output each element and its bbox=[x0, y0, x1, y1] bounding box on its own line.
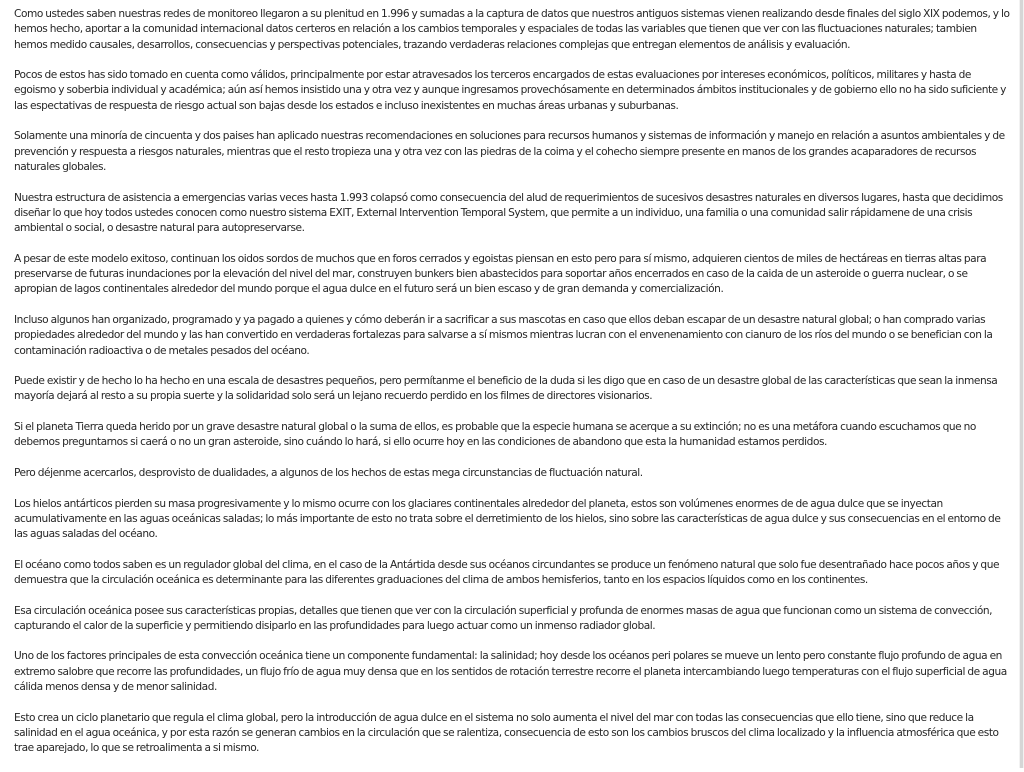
paragraph-4: Nuestra estructura de asistencia a emergencias varias veces hasta 1.993 colapsó como consecuencia del alud de requerimientos de sucesivos desastres naturales en diversos lugares, hasta que decidimos diseñar lo que hoy todos ustedes conocen como nuestro sistema EXIT, External Intervention Temporal System, que permite a un individuo, una familia o una comunidad salir rápidamene de una crisis ambiental o social, o desastre natural para autopreservarse. bbox=[14, 191, 1003, 235]
paragraph-13: Uno de los factores principales de esta convección oceánica tiene un componente fundamental: la salinidad; hoy desde los océanos peri polares se mueve un lento pero constante flujo profundo de agua en extremo salobre que recorre las profundidades, un flujo frío de agua muy densa que en los sentidos de rotación terrestre recorre el planeta intercambiando luego temperaturas con el flujo superficial de agua cálida menos densa y de menor salinidad. bbox=[14, 650, 1007, 694]
paragraph-6: Incluso algunos han organizado, programado y ya pagado a quienes y cómo deberán ir a sacrificar a sus mascotas en caso que ellos deban escapar de un desastre natural global; o han comprado varias propiedades alrededor del mundo y las han convertido en verdaderas fortalezas para salvarse a sí mismos mientras lucran con el envenenamiento con cianuro de los ríos del mundo o se benefician con la contaminación radioactiva o de metales pesados del océano. bbox=[14, 313, 993, 357]
paragraph-7: Puede existir y de hecho lo ha hecho en una escala de desastres pequeños, pero permítanme el beneficio de la duda si les digo que en caso de un desastre global de las características que sean la inmensa mayoría dejará al resto a su propia suerte y la solidaridad solo será un lejano recuerdo perdido en los filmes de directores visionarios. bbox=[14, 375, 998, 403]
paragraph-2: Pocos de estos has sido tomado en cuenta como válidos, principalmente por estar atravesados los terceros encargados de estas evaluaciones por intereses económicos, políticos, militares y hasta de egoismo y soberbia individual y académica; aún así hemos insistido una y otra vez y aunque ingresamos provechósamente en determinados ámbitos institucionales y de gobierno ello no ha sido suficiente y las espectativas de respuesta de riesgo actual son bajas desde los estados e incluso inexistentes en muchas áreas urbanas y suburbanas. bbox=[14, 69, 1006, 112]
paragraph-9: Pero déjenme acercarlos, desprovisto de dualidades, a algunos de los hechos de estas mega circunstancias de fluctuación natural. bbox=[14, 466, 643, 479]
paragraph-3: Solamente una minoría de cincuenta y dos paises han aplicado nuestras recomendaciones en soluciones para recursos humanos y sistemas de información y manejo en relación a asuntos ambientales y de prevención y respuesta a riesgos naturales, mientras que el resto tropieza una y otra vez con las piedras de la coima y el cohecho siempre presente en manos de los grandes acaparadores de recursos naturales globales. bbox=[14, 130, 1005, 173]
document-body bbox=[14, 7, 1010, 772]
paragraph-1: Como ustedes saben nuestras redes de monitoreo llegaron a su plenitud en 1.996 y sumadas a la captura de datos que nuestros antiguos sistemas vienen realizando desde finales del siglo XIX podemos, y lo hemos hecho, aportar a la comunidad internacional datos certeros en relación a los cambios temporales y espaciales de todas las variables que tienen que ver con las fluctuaciones naturales; tambien hemos medido causales, desarrollos, consecuencias y perspectivas potenciales, trazando verdaderas relaciones complejas que entregan elementos de análisis y evaluación. bbox=[14, 8, 1010, 51]
paragraph-10: Los hielos antárticos pierden su masa progresivamente y lo mismo ocurre con los glaciares continentales alrededor del planeta, estos son volúmenes enormes de de agua dulce que se inyectan acumulativamente en las aguas oceánicas saladas; lo más importante de esto no trata sobre el derretimiento de los hielos, sino sobre las características de agua dulce y sus consecuencias en el entorno de las aguas saladas del océano. bbox=[14, 497, 1001, 541]
vertical-scrollbar[interactable] bbox=[1019, 0, 1024, 768]
paragraph-5: A pesar de este modelo exitoso, continuan los oidos sordos de muchos que en foros cerrados y egoistas piensan en esto pero para sí mismo, adquieren cientos de miles de hectáreas en tierras altas para preservarse de futuras inundaciones por la elevación del nivel del mar, construyen bunkers bien abastecidos para soportar años encerrados en caso de la caida de un asteroide o guerra nuclear, o se apropian de lagos continentales alrededor del mundo porque el agua dulce en el futuro será un bien escaso y de gran demanda y comercialización. bbox=[14, 252, 987, 296]
paragraph-8: Si el planeta Tierra queda herido por un grave desastre natural global o la suma de ellos, es probable que la especie humana se acerque a su extinción; no es una metáfora cuando escuchamos que no debemos preguntarnos si caerá o no un gran asteroide, sino cuándo lo hará, si ello ocurre hoy en las condiciones de abandono que esta la humanidad estamos perdidos. bbox=[14, 421, 976, 449]
paragraph-11: El océano como todos saben es un regulador global del clima, en el caso de la Antártida desde sus océanos circundantes se produce un fenómeno natural que solo fue desentrañado hace pocos años y que demuestra que la circulación oceánica es determinante para las diferentes graduaciones del clima de ambos hemisferios, tanto en los espacios líquidos como en los continentes. bbox=[14, 558, 1000, 586]
paragraph-14: Esto crea un ciclo planetario que regula el clima global, pero la introducción de agua dulce en el sistema no solo aumenta el nivel del mar con todas las consecuencias que ello tiene, sino que reduce la salinidad en el agua oceánica, y por esta razón se generan cambios en la circulación que se ralentiza, consecuencia de esto son los cambios bruscos del clima localizado y la influencia atmosférica que esto trae aparejado, lo que se retroalimenta a si mismo. bbox=[14, 711, 999, 755]
scrollbar-thumb[interactable] bbox=[1020, 0, 1023, 768]
paragraph-12: Esa circulación oceánica posee sus características propias, detalles que tienen que ver con la circulación superficial y profunda de enormes masas de agua que funcionan como un sistema de convección, capturando el calor de la superficie y permitiendo disiparlo en las profundidades para luego actuar como un inmenso radiador global. bbox=[14, 604, 993, 632]
